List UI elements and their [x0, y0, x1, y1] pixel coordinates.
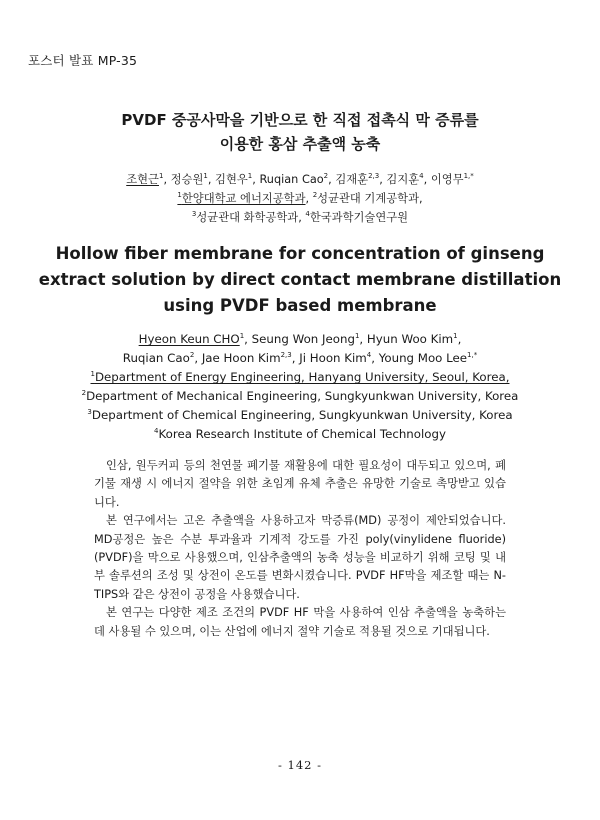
- korean-affiliation-3: 성균관대 화학공학과: [196, 211, 299, 224]
- abstract-paragraph-2: 본 연구에서는 고온 추출액을 사용하고자 막증류(MD) 공정이 제안되었습니다. MD공정은 높은 수분 투과율과 기계적 강도를 가진 poly(vinylidene fluoride)(PVDF)을 막으로 사용했으며, 인삼추출액의 농축 성능을 비교하기 위해 코팅 및 내부 솔루션의 조성 및 상전이 온도를 변화시켰습니다. PVDF HF막을 제조할 때는 N-TIPS와 같은 상전이 공정을 사용했습니다.: [94, 514, 506, 601]
- affiliation-superscript: 1: [177, 191, 182, 199]
- english-title-line-2: extract solution by direct contact membrane distillation: [38, 270, 562, 289]
- author-superscript: 1: [247, 172, 253, 180]
- english-author-list-line-2: Ruqian Cao$^2$, Jae Hoon Kim$^{2,3}$, Ji Hoon Kim$^4$, Young Moo Lee$^{1,*}$: [122, 351, 478, 365]
- page-number: - 142 -: [277, 758, 323, 772]
- korean-title-line-1: PVDF 중공사막을 기반으로 한 직접 접촉식 막 증류를: [121, 111, 479, 129]
- english-affiliation-4: [0, 425, 600, 444]
- abstract-body: [94, 457, 506, 641]
- affiliation-superscript: 3: [191, 210, 197, 218]
- korean-author-list: 조현근$^1$, 정승원$^1$, 김현우$^1$, Ruqian Cao$^2$, 김재훈$^{2,3}$, 김지훈$^4$, 이영무$^{1,*}$: [126, 172, 474, 186]
- english-author-list-line-1: Hyeon Keun CHO$^1$, Seung Won Jeong$^1$, Hyun Woo Kim$^1$,: [138, 332, 462, 346]
- english-title: [0, 241, 600, 319]
- author-superscript: 2,3: [280, 351, 292, 359]
- korean-title-line-2: 이용한 홍삼 추출액 농축: [219, 135, 381, 153]
- korean-affiliation-1: [177, 192, 305, 205]
- korean-affiliation-2: 성균관대 기계공학과: [317, 192, 419, 205]
- author-superscript: 1: [158, 172, 164, 180]
- korean-affiliations-line-2: $^3$성균관대 화학공학과, $^4$한국과학기술연구원: [191, 210, 409, 224]
- affiliation-superscript: 3: [87, 408, 92, 416]
- korean-author-block: [0, 170, 600, 227]
- english-affiliation-1-text: Department of Energy Engineering, Hanyang University, Seoul, Korea,: [94, 370, 510, 384]
- english-title-line-3: using PVDF based membrane: [163, 296, 437, 315]
- author-superscript: 1: [453, 332, 458, 340]
- english-author-block: [0, 330, 600, 444]
- abstract-paragraph-3: 본 연구는 다양한 제조 조건의 PVDF HF 막을 사용하여 인삼 추출액을 농축하는 데 사용될 수 있으며, 이는 산업에 에너지 절약 기술로 적용될 것으로 기대됩니다.: [94, 606, 506, 638]
- author-superscript: 2: [323, 172, 329, 180]
- author-superscript: 4: [419, 172, 424, 180]
- korean-author: 김지훈: [386, 173, 420, 186]
- english-affiliation-4-text: Korea Research Institute of Chemical Technology: [158, 427, 446, 441]
- affiliation-superscript: 2: [81, 389, 87, 397]
- english-author: Ruqian Cao: [122, 351, 190, 365]
- author-superscript: 2,3: [368, 172, 380, 180]
- english-author: Seung Won Jeong: [251, 332, 355, 346]
- affiliation-superscript: 4: [305, 210, 310, 218]
- author-superscript: 1: [203, 172, 208, 180]
- english-affiliation-3-text: Department of Chemical Engineering, Sungkyunkwan University, Korea: [91, 408, 513, 422]
- korean-title: [0, 108, 600, 156]
- session-tag: 포스터 발표 MP-35: [28, 53, 138, 68]
- author-superscript: 1: [354, 332, 360, 340]
- english-affiliation-2-text: Department of Mechanical Engineering, Sungkyunkwan University, Korea: [86, 389, 519, 403]
- english-author-presenter: Hyeon Keun CHO: [138, 332, 240, 346]
- korean-author: Ruqian Cao: [259, 173, 324, 186]
- korean-affiliation-1-text: 한양대학교 에너지공학과: [181, 192, 306, 205]
- author-superscript: 1,*: [463, 172, 474, 180]
- korean-author: 정승원: [170, 173, 204, 186]
- english-affiliation-2: [0, 387, 600, 406]
- english-author-corresponding: Young Moo Lee: [378, 351, 468, 365]
- affiliation-superscript: 1: [90, 370, 95, 378]
- author-superscript: 4: [366, 351, 372, 359]
- english-title-line-1: Hollow fiber membrane for concentration of ginseng: [55, 244, 545, 263]
- korean-author: 김현우: [215, 173, 248, 186]
- author-superscript: 1: [239, 332, 245, 340]
- author-superscript: 2: [189, 351, 195, 359]
- english-author: Hyun Woo Kim: [366, 332, 454, 346]
- english-author: Ji Hoon Kim: [299, 351, 367, 365]
- affiliation-superscript: 2: [312, 191, 318, 199]
- english-affiliation-1: [0, 368, 600, 387]
- korean-author-presenter: 조현근: [126, 173, 159, 186]
- affiliation-superscript: 4: [154, 427, 159, 435]
- korean-author: 김재훈: [335, 173, 369, 186]
- korean-affiliation-4: 한국과학기술연구원: [309, 211, 409, 224]
- author-superscript: 1,*: [467, 351, 478, 359]
- korean-affiliations-line-1: $^1$한양대학교 에너지공학과, $^2$성균관대 기계공학과,: [177, 191, 423, 205]
- abstract-paragraph-1: 인삼, 원두커피 등의 천연물 폐기물 재활용에 대한 필요성이 대두되고 있으며, 폐기물 재생 시 에너지 절약을 위한 초임계 유체 추출은 유망한 기술로 촉망받고 있습니다.: [94, 459, 506, 509]
- english-affiliation-3: [0, 406, 600, 425]
- english-author: Jae Hoon Kim: [201, 351, 281, 365]
- korean-author-corresponding: 이영무: [430, 173, 464, 186]
